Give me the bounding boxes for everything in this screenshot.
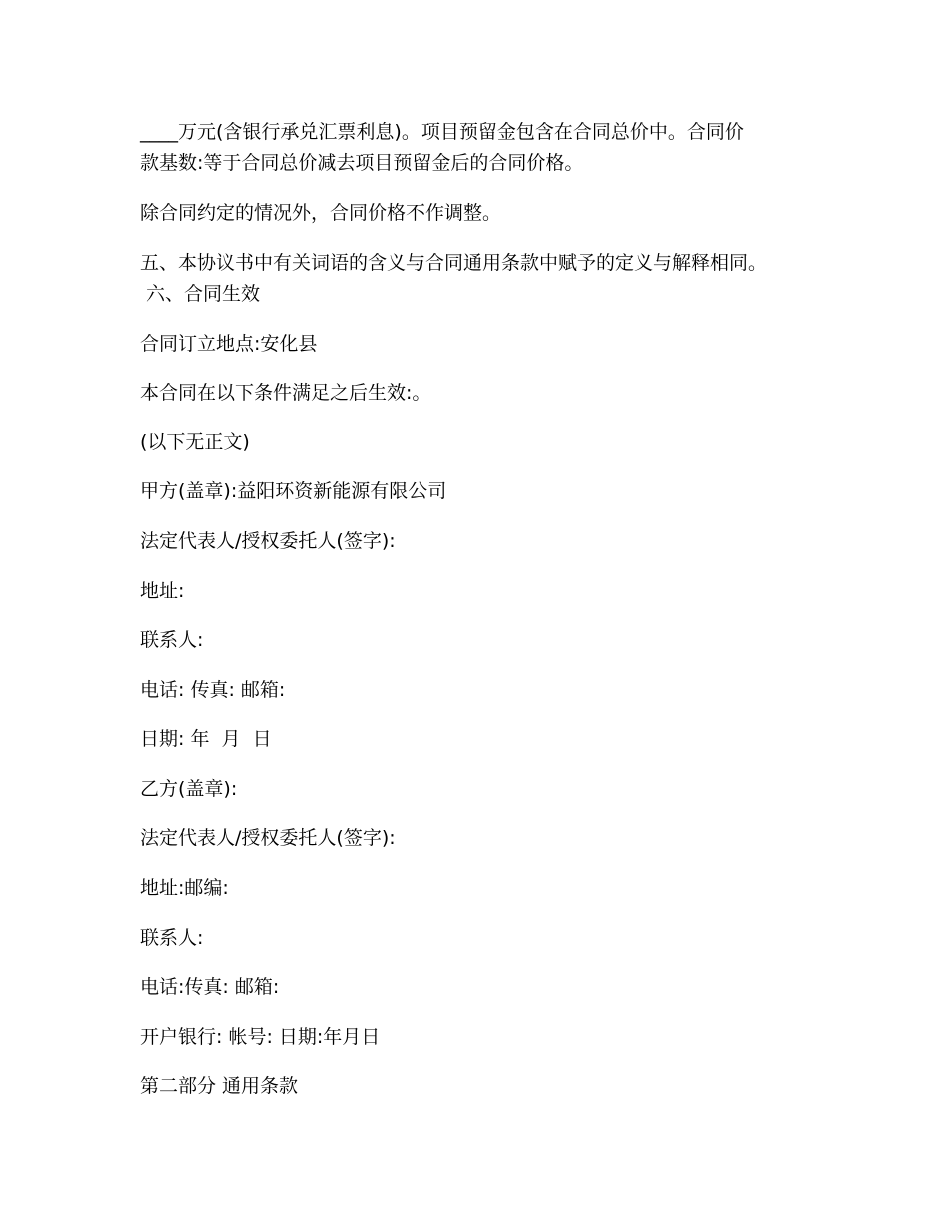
party-a-address-line: 地址: [140,580,185,602]
party-b-representative-line: 法定代表人/授权委托人(签字): [140,827,396,849]
party-a-contact-line: 联系人: [140,629,204,651]
party-b-contact-line: 联系人: [140,927,204,949]
clause-five-text: 五、本协议书中有关词语的含义与合同通用条款中赋予的定义与解释相同。 [140,252,768,274]
party-b-bank-account-date-line: 开户银行: 帐号: 日期:年月日 [140,1026,381,1048]
effective-condition-text: 本合同在以下条件满足之后生效:。 [140,382,432,404]
price-no-adjustment-text: 除合同约定的情况外，合同价格不作调整。 [140,202,502,224]
party-a-seal-line: 甲方(盖章):益阳环资新能源有限公司 [140,480,447,502]
party-b-seal-line: 乙方(盖章): [140,778,238,800]
contract-place-text: 合同订立地点:安化县 [140,333,318,355]
section-heading: 第二部分 通用条款 [140,1075,299,1097]
price-paragraph-line-1: ____万元(含银行承兑汇票利息)。项目预留金包含在合同总价中。合同价 [140,121,744,143]
party-a-representative-line: 法定代表人/授权委托人(签字): [140,530,396,552]
party-a-date-line: 日期: 年 月 日 [140,728,272,750]
clause-six-heading: 六、合同生效 [140,283,261,305]
price-paragraph-line-2: 款基数:等于合同总价减去项目预留金后的合同价格。 [140,152,584,174]
no-text-below-note: (以下无正文) [140,431,250,453]
party-b-phone-fax-email-line: 电话:传真: 邮箱: [140,976,280,998]
party-b-address-postcode-line: 地址:邮编: [140,877,229,899]
party-a-phone-fax-email-line: 电话: 传真: 邮箱: [140,679,286,701]
